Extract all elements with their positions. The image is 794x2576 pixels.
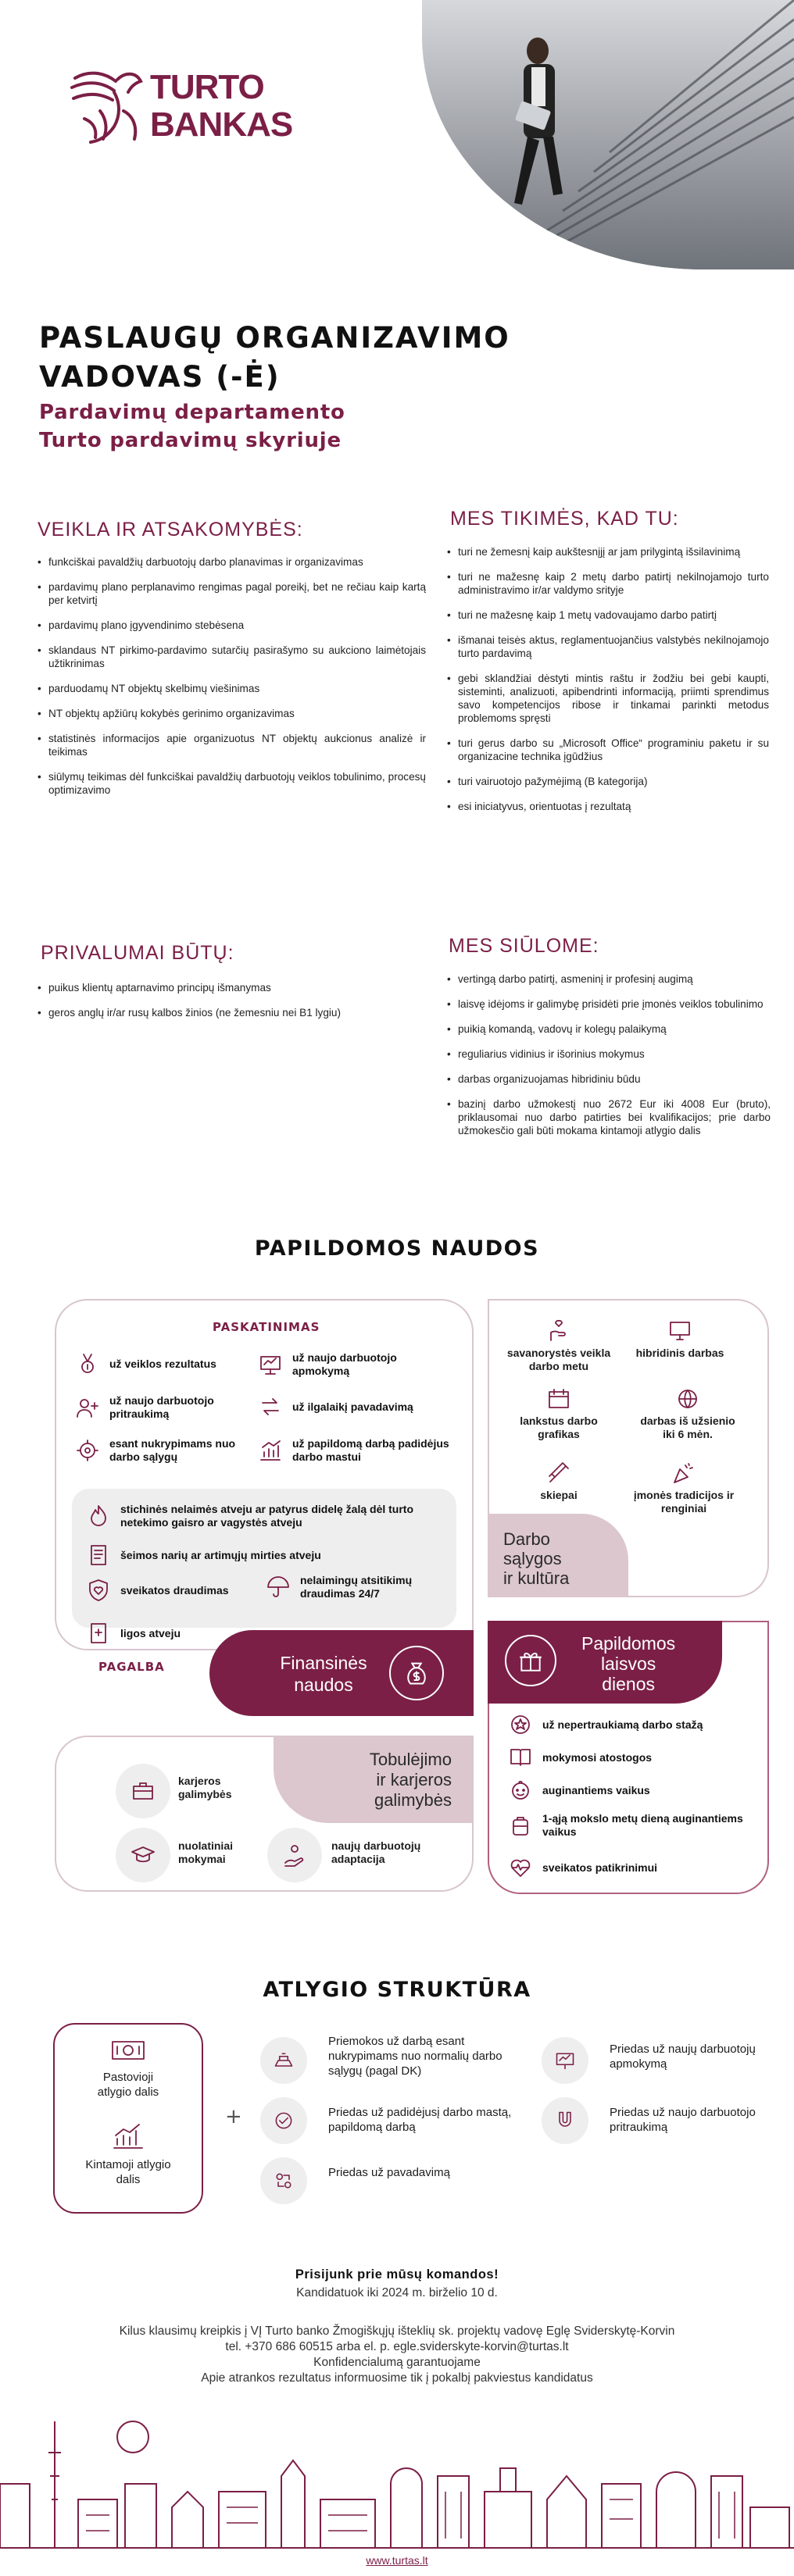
duty-item: • pardavimų plano perplanavimo rengimas pagal poreikį, bet ne rečiau kaip kartą per ketvirtį [38, 580, 426, 607]
chart-growth-icon [258, 1438, 283, 1463]
incentive-deviations: esant nukrypimams nuo darbo sąlygų [75, 1437, 255, 1464]
school-bag-icon [508, 1813, 533, 1838]
fire-icon [86, 1504, 111, 1529]
requirement-item: • gebi sklandžiai dėstyti mintis raštu ir žodžiu bei gebi kaupti, sisteminti, analizuoti, apibendrinti informaciją, priimti sprendimus savo kompetencijos ribose ir tinkamai parinkti metodus problemoms spręsti [447, 672, 769, 725]
job-title-line1: PASLAUGŲ ORGANIZAVIMO [39, 321, 510, 355]
offer-item: • puikią komandą, vadovų ir kolegų palaikymą [447, 1022, 771, 1036]
requirement-item: • turi ne mažesnę kaip 1 metų vadovaujamo darbo patirtį [447, 608, 769, 622]
book-icon [508, 1745, 533, 1770]
job-title-line2: VADOVAS (-Ė) [39, 360, 281, 394]
benefits-heading: PAPILDOMOS NAUDOS [254, 1236, 540, 1261]
offer-heading: MES SIŪLOME: [449, 935, 599, 957]
gear-warning-icon [75, 1438, 100, 1463]
hero-photo [422, 0, 794, 269]
offer-item: • laisvę idėjoms ir galimybę prisidėti prie įmonės veiklos tobulinimo [447, 997, 771, 1011]
duty-item: • siūlymų teikimas dėl funkciškai pavaldžių darbuotojų veiklos tobulinimo, procesų optimizavimo [38, 770, 426, 797]
support-health-insurance: sveikatos draudimas [86, 1578, 266, 1603]
requirements-heading: MES TIKIMĖS, KAD TU: [450, 508, 679, 530]
duty-item: • parduodamų NT objektų skelbimų viešinimas [38, 682, 426, 695]
hand-heart-icon [546, 1318, 571, 1343]
advantage-item: • geros anglų ir/ar rusų kalbos žinios (ne žemesniu nei B1 lygiu) [38, 1006, 428, 1019]
requirement-item: • turi ne žemesnį kaip aukštesnįjį ar jam prilygintą išsilavinimą [447, 545, 769, 558]
condition-vaccines: skiepai [516, 1461, 602, 1502]
banknote-icon [111, 2039, 145, 2062]
logo-text-line2: BANKAS [150, 105, 293, 144]
incentive-results: už veiklos rezultatus [75, 1351, 239, 1376]
holidays-label-line3: dienos [602, 1674, 655, 1694]
pay-training-bonus: Priedas už naujų darbuotojų apmokymą [610, 2043, 756, 2071]
duty-item: • NT objektų apžiūrų kokybės gerinimo organizavimas [38, 707, 426, 720]
holidays-label-line2: laisvos [600, 1654, 656, 1674]
logo-text-line1: TURTO [150, 68, 264, 106]
department-line1: Pardavimų departamento [39, 401, 345, 424]
document-list-icon [86, 1543, 111, 1568]
condition-abroad: darbas iš užsienio iki 6 mėn. [633, 1386, 742, 1441]
conditions-label-line3: ir kultūra [503, 1568, 570, 1588]
duty-item: • funkciškai pavaldžių darbuotojų darbo planavimas ir organizavimas [38, 555, 426, 569]
star-badge-icon [508, 1712, 533, 1737]
incentives-title: PASKATINIMAS [213, 1320, 320, 1334]
holiday-study-leave: mokymosi atostogos [508, 1745, 750, 1770]
medical-file-icon [86, 1621, 111, 1646]
medal-icon [75, 1351, 100, 1376]
incentive-extra-work: už papildomą darbą padidėjus darbo mastui [258, 1437, 461, 1464]
shield-heart-icon [86, 1578, 111, 1603]
duties-list [38, 555, 426, 808]
requirement-item: • išmanai teisės aktus, reglamentuojančius valstybės nekilnojamojo turto pardavimą [447, 633, 769, 660]
conditions-label-line1: Darbo [503, 1529, 550, 1549]
pay-substitution-bonus: Priedas už pavadavimą [328, 2166, 450, 2179]
logo [69, 64, 293, 150]
support-title: PAGALBA [98, 1660, 165, 1674]
hazard-icon [260, 2037, 307, 2084]
holidays-label-line1: Papildomos [581, 1633, 676, 1654]
duty-item: • sklandaus NT pirkimo-pardavimo sutarčių pasirašymo su aukciono laimėtojais užtikrinimas [38, 644, 426, 670]
holidays-label-tag [488, 1621, 722, 1704]
graduation-cap-icon [116, 1828, 170, 1882]
holiday-seniority: už nepertraukiamą darbo stažą [508, 1712, 766, 1737]
briefcase-icon [116, 1764, 170, 1818]
duty-item: • statistinės informacijos apie organizuotus NT objektų aukcionus analizė ir teikimas [38, 732, 426, 758]
pay-deviation-bonus: Priemokos už darbą esant nukrypimams nuo normalių darbo sąlygų (pagal DK) [328, 2035, 503, 2078]
growth-adaptation: naujų darbuotojų adaptacija [331, 1839, 421, 1865]
duties-heading: VEIKLA IR ATSAKOMYBĖS: [38, 519, 303, 541]
growth-label-line1: Tobulėjimo [369, 1750, 452, 1769]
pay-referral-bonus: Priedas už naujo darbuotojo pritraukimą [610, 2106, 756, 2134]
check-circle-icon [260, 2097, 307, 2144]
growth-label-line3: galimybės [374, 1790, 452, 1810]
offer-item: • bazinį darbo užmokestį nuo 2672 Eur iki 4008 Eur (bruto), priklausomai nuo darbo patirties bei kvalifikacijos; prie darbo užmokesčio gali būti mokama kintamoji atlygio dalis [447, 1097, 771, 1137]
pay-heading: ATLYGIO STRUKTŪRA [263, 1978, 531, 2002]
condition-flexible: lankstus darbo grafikas [500, 1386, 617, 1441]
plus-sign: + [225, 2105, 242, 2128]
support-sickness: ligos atveju [86, 1621, 242, 1646]
contact-line2[interactable]: tel. +370 686 60515 arba el. p. egle.sviderskyte-korvin@turtas.lt [225, 2340, 569, 2353]
conditions-label-line2: sąlygos [503, 1549, 562, 1568]
offer-item: • reguliarius vidinius ir išorinius mokymus [447, 1047, 771, 1061]
offer-item: • darbas organizuojamas hibridiniu būdu [447, 1072, 771, 1086]
stairs-photo-illustration [422, 0, 794, 269]
condition-traditions: įmonės tradicijos ir renginiai [633, 1461, 735, 1515]
magnet-icon [542, 2097, 588, 2144]
deadline-text: Kandidatuok iki 2024 m. birželio 10 d. [296, 2286, 498, 2299]
growth-training: nuolatiniai mokymai [178, 1839, 233, 1865]
pay-variable: Kintamoji atlygio dalis [53, 2123, 203, 2187]
incentive-training: už naujo darbuotojo apmokymą [258, 1351, 445, 1378]
user-add-icon [75, 1395, 100, 1420]
heart-pulse-icon [508, 1855, 533, 1880]
offer-list [447, 972, 771, 1149]
requirement-item: • esi iniciatyvus, orientuotas į rezultatą [447, 800, 769, 813]
support-bereavement: šeimos narių ar artimųjų mirties atveju [86, 1543, 430, 1568]
umbrella-icon [266, 1575, 291, 1600]
pay-extra-work-bonus: Priedas už padidėjusį darbo mastą, papildomą darbą [328, 2106, 512, 2134]
presentation-board-icon [258, 1352, 283, 1377]
bar-chart-icon [111, 2123, 145, 2150]
contact-line1: Kilus klausimų kreipkis į VĮ Turto banko Žmogiškųjų išteklių sk. projektų vadovę Eglę Sviderskytę-Korvin [119, 2324, 675, 2338]
condition-volunteering: savanorystės veikla darbo metu [500, 1318, 617, 1373]
incentive-substitution: už ilgalaikį pavadavimą [258, 1394, 430, 1419]
conditions-label-tag [488, 1514, 628, 1597]
department-line2: Turto pardavimų skyriuje [39, 429, 342, 452]
growth-label-line2: ir karjeros [376, 1770, 452, 1789]
contact-line4: Apie atrankos rezultatus informuosime tik į pokalbį pakviestus kandidatus [201, 2371, 593, 2385]
party-popper-icon [671, 1461, 696, 1486]
gift-icon [505, 1635, 556, 1686]
advantage-item: • puikus klientų aptarnavimo principų išmanymas [38, 981, 428, 994]
monitor-icon [667, 1318, 692, 1343]
financial-label: Finansinės naudos [280, 1653, 367, 1695]
money-bag-icon [389, 1646, 444, 1700]
holiday-parents: auginantiems vaikus [508, 1778, 750, 1803]
incentive-referral: už naujo darbuotojo pritraukimą [75, 1394, 247, 1421]
calendar-icon [546, 1386, 571, 1411]
swap-arrows-icon [258, 1394, 283, 1419]
duty-item: • pardavimų plano įgyvendinimo stebėsena [38, 619, 426, 632]
offer-item: • vertingą darbo patirtį, asmeninį ir profesinį augimą [447, 972, 771, 986]
handshake-icon [267, 1828, 322, 1882]
pay-fixed: Pastovioji atlygio dalis [53, 2039, 203, 2100]
job-title [39, 319, 586, 397]
requirement-item: • turi ne mažesnę kaip 2 metų darbo patirtį nekilnojamojo turto administravimo ir/ar valdymo srityje [447, 570, 769, 597]
condition-hybrid: hibridinis darbas [633, 1318, 727, 1360]
holiday-health-check: sveikatos patikrinimui [508, 1855, 750, 1880]
griffin-logo-icon [69, 64, 147, 148]
substitution-icon [260, 2157, 307, 2204]
requirements-list [447, 545, 769, 825]
advantages-list [38, 981, 428, 1031]
globe-icon [675, 1386, 700, 1411]
syringe-icon [546, 1461, 571, 1486]
training-board-icon [542, 2037, 588, 2084]
requirement-item: • turi vairuotojo pažymėjimą (B kategorija) [447, 775, 769, 788]
website-link[interactable]: www.turtas.lt [366, 2554, 428, 2567]
holiday-first-school-day: 1-ąją mokslo metų dieną auginantiems vaikus [508, 1812, 750, 1839]
department [39, 398, 586, 455]
join-text: Prisijunk prie mūsų komandos! [295, 2267, 499, 2282]
advantages-heading: PRIVALUMAI BŪTŲ: [41, 942, 234, 964]
growth-career: karjeros galimybės [178, 1775, 232, 1800]
city-skyline-illustration [0, 2406, 794, 2550]
growth-label-tag [274, 1736, 474, 1823]
requirement-item: • turi gerus darbo su „Microsoft Office“ programiniu paketu ir su organizacine technika įgūdžius [447, 737, 769, 763]
support-accident-insurance: nelaimingų atsitikimų draudimas 24/7 [266, 1574, 453, 1600]
child-face-icon [508, 1778, 533, 1803]
support-disaster: stichinės nelaimės atveju ar patyrus didelę žalą dėl turto netekimo gaisro ar vagystės atveju [86, 1503, 453, 1529]
contact-line3: Konfidencialumą garantuojame [313, 2356, 481, 2369]
financial-label-tag [209, 1630, 474, 1716]
